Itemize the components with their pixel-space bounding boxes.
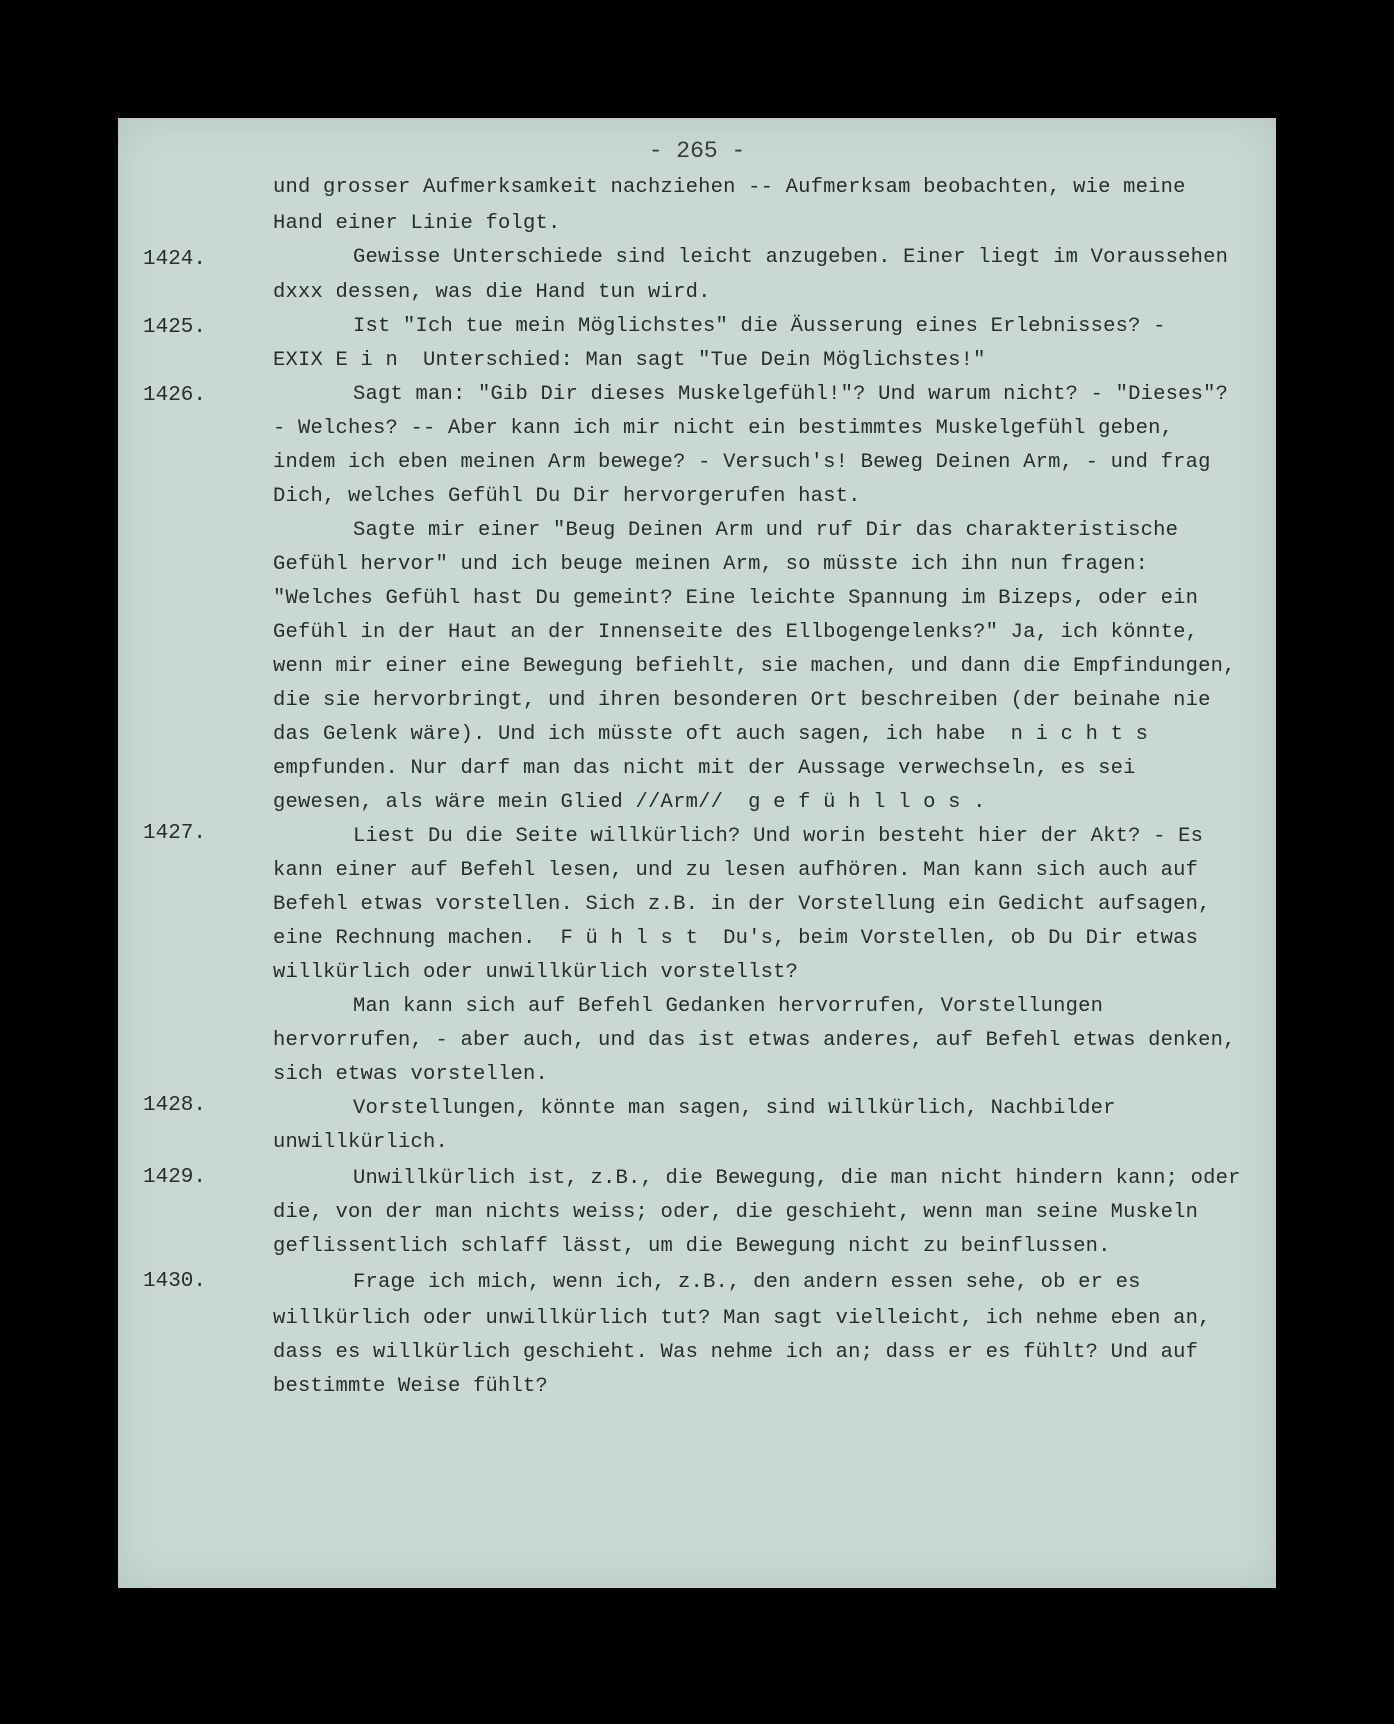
text-line: das Gelenk wäre). Und ich müsste oft auch sagen, ich habe n i c h t s xyxy=(273,723,1149,746)
text-line: empfunden. Nur darf man das nicht mit der Aussage verwechseln, es sei xyxy=(273,757,1136,780)
remark-number: 1430. xyxy=(143,1270,207,1293)
text-line: indem ich eben meinen Arm bewege? - Versuch's! Beweg Deinen Arm, - und frag xyxy=(273,451,1211,474)
text-line: Gefühl in der Haut an der Innenseite des Ellbogengelenks?" Ja, ich könnte, xyxy=(273,621,1199,644)
text-line: dxxx dessen, was die Hand tun wird. xyxy=(273,281,711,304)
remark-number: 1425. xyxy=(143,316,207,339)
text-line: Man kann sich auf Befehl Gedanken hervorrufen, Vorstellungen xyxy=(353,995,1104,1018)
text-line: EXIX E i n Unterschied: Man sagt "Tue Dein Möglichstes!" xyxy=(273,349,986,372)
text-line: Ist "Ich tue mein Möglichstes" die Äusserung eines Erlebnisses? - xyxy=(353,315,1166,338)
remark-number: 1427. xyxy=(143,822,207,845)
text-line: Hand einer Linie folgt. xyxy=(273,212,561,235)
text-line: Unwillkürlich ist, z.B., die Bewegung, die man nicht hindern kann; oder xyxy=(353,1167,1241,1190)
text-line: willkürlich oder unwillkürlich vorstellst? xyxy=(273,961,799,984)
text-line: dass es willkürlich geschieht. Was nehme ich an; dass er es fühlt? Und auf xyxy=(273,1341,1199,1364)
text-line: geflissentlich schlaff lässt, um die Bewegung nicht zu beinflussen. xyxy=(273,1235,1111,1258)
text-line: willkürlich oder unwillkürlich tut? Man sagt vielleicht, ich nehme eben an, xyxy=(273,1307,1211,1330)
text-line: Liest Du die Seite willkürlich? Und worin besteht hier der Akt? - Es xyxy=(353,825,1204,848)
text-line: wenn mir einer eine Bewegung befiehlt, sie machen, und dann die Empfindungen, xyxy=(273,655,1236,678)
text-line: Sagt man: "Gib Dir dieses Muskelgefühl!"? Und warum nicht? - "Dieses"? xyxy=(353,383,1229,406)
text-line: Dich, welches Gefühl Du Dir hervorgerufen hast. xyxy=(273,485,861,508)
text-line: Gewisse Unterschiede sind leicht anzugeben. Einer liegt im Voraussehen xyxy=(353,246,1229,269)
text-line: sich etwas vorstellen. xyxy=(273,1063,549,1086)
remark-number: 1424. xyxy=(143,248,207,271)
typescript-page xyxy=(118,118,1276,1588)
text-line: und grosser Aufmerksamkeit nachziehen -- Aufmerksam beobachten, wie meine xyxy=(273,176,1186,199)
text-line: hervorrufen, - aber auch, und das ist etwas anderes, auf Befehl etwas denken, xyxy=(273,1029,1236,1052)
text-line: die, von der man nichts weiss; oder, die geschieht, wenn man seine Muskeln xyxy=(273,1201,1199,1224)
text-line: "Welches Gefühl hast Du gemeint? Eine leichte Spannung im Bizeps, oder ein xyxy=(273,587,1199,610)
text-line: Frage ich mich, wenn ich, z.B., den andern essen sehe, ob er es xyxy=(353,1271,1141,1294)
text-line: eine Rechnung machen. F ü h l s t Du's, beim Vorstellen, ob Du Dir etwas xyxy=(273,927,1199,950)
page-number: - 265 - xyxy=(648,138,746,164)
text-line: kann einer auf Befehl lesen, und zu lesen aufhören. Man kann sich auch auf xyxy=(273,859,1199,882)
text-line: die sie hervorbringt, und ihren besonderen Ort beschreiben (der beinahe nie xyxy=(273,689,1211,712)
remark-number: 1428. xyxy=(143,1094,207,1117)
text-line: gewesen, als wäre mein Glied //Arm// g e f ü h l l o s . xyxy=(273,791,986,814)
text-line: Gefühl hervor" und ich beuge meinen Arm, so müsste ich ihn nun fragen: xyxy=(273,553,1149,576)
text-line: Vorstellungen, könnte man sagen, sind willkürlich, Nachbilder xyxy=(353,1097,1116,1120)
text-line: Sagte mir einer "Beug Deinen Arm und ruf Dir das charakteristische xyxy=(353,519,1179,542)
text-line: unwillkürlich. xyxy=(273,1131,449,1154)
text-line: Befehl etwas vorstellen. Sich z.B. in der Vorstellung ein Gedicht aufsagen, xyxy=(273,893,1211,916)
remark-number: 1426. xyxy=(143,384,207,407)
text-line: - Welches? -- Aber kann ich mir nicht ein bestimmtes Muskelgefühl geben, xyxy=(273,417,1174,440)
text-line: bestimmte Weise fühlt? xyxy=(273,1375,549,1398)
remark-number: 1429. xyxy=(143,1166,207,1189)
